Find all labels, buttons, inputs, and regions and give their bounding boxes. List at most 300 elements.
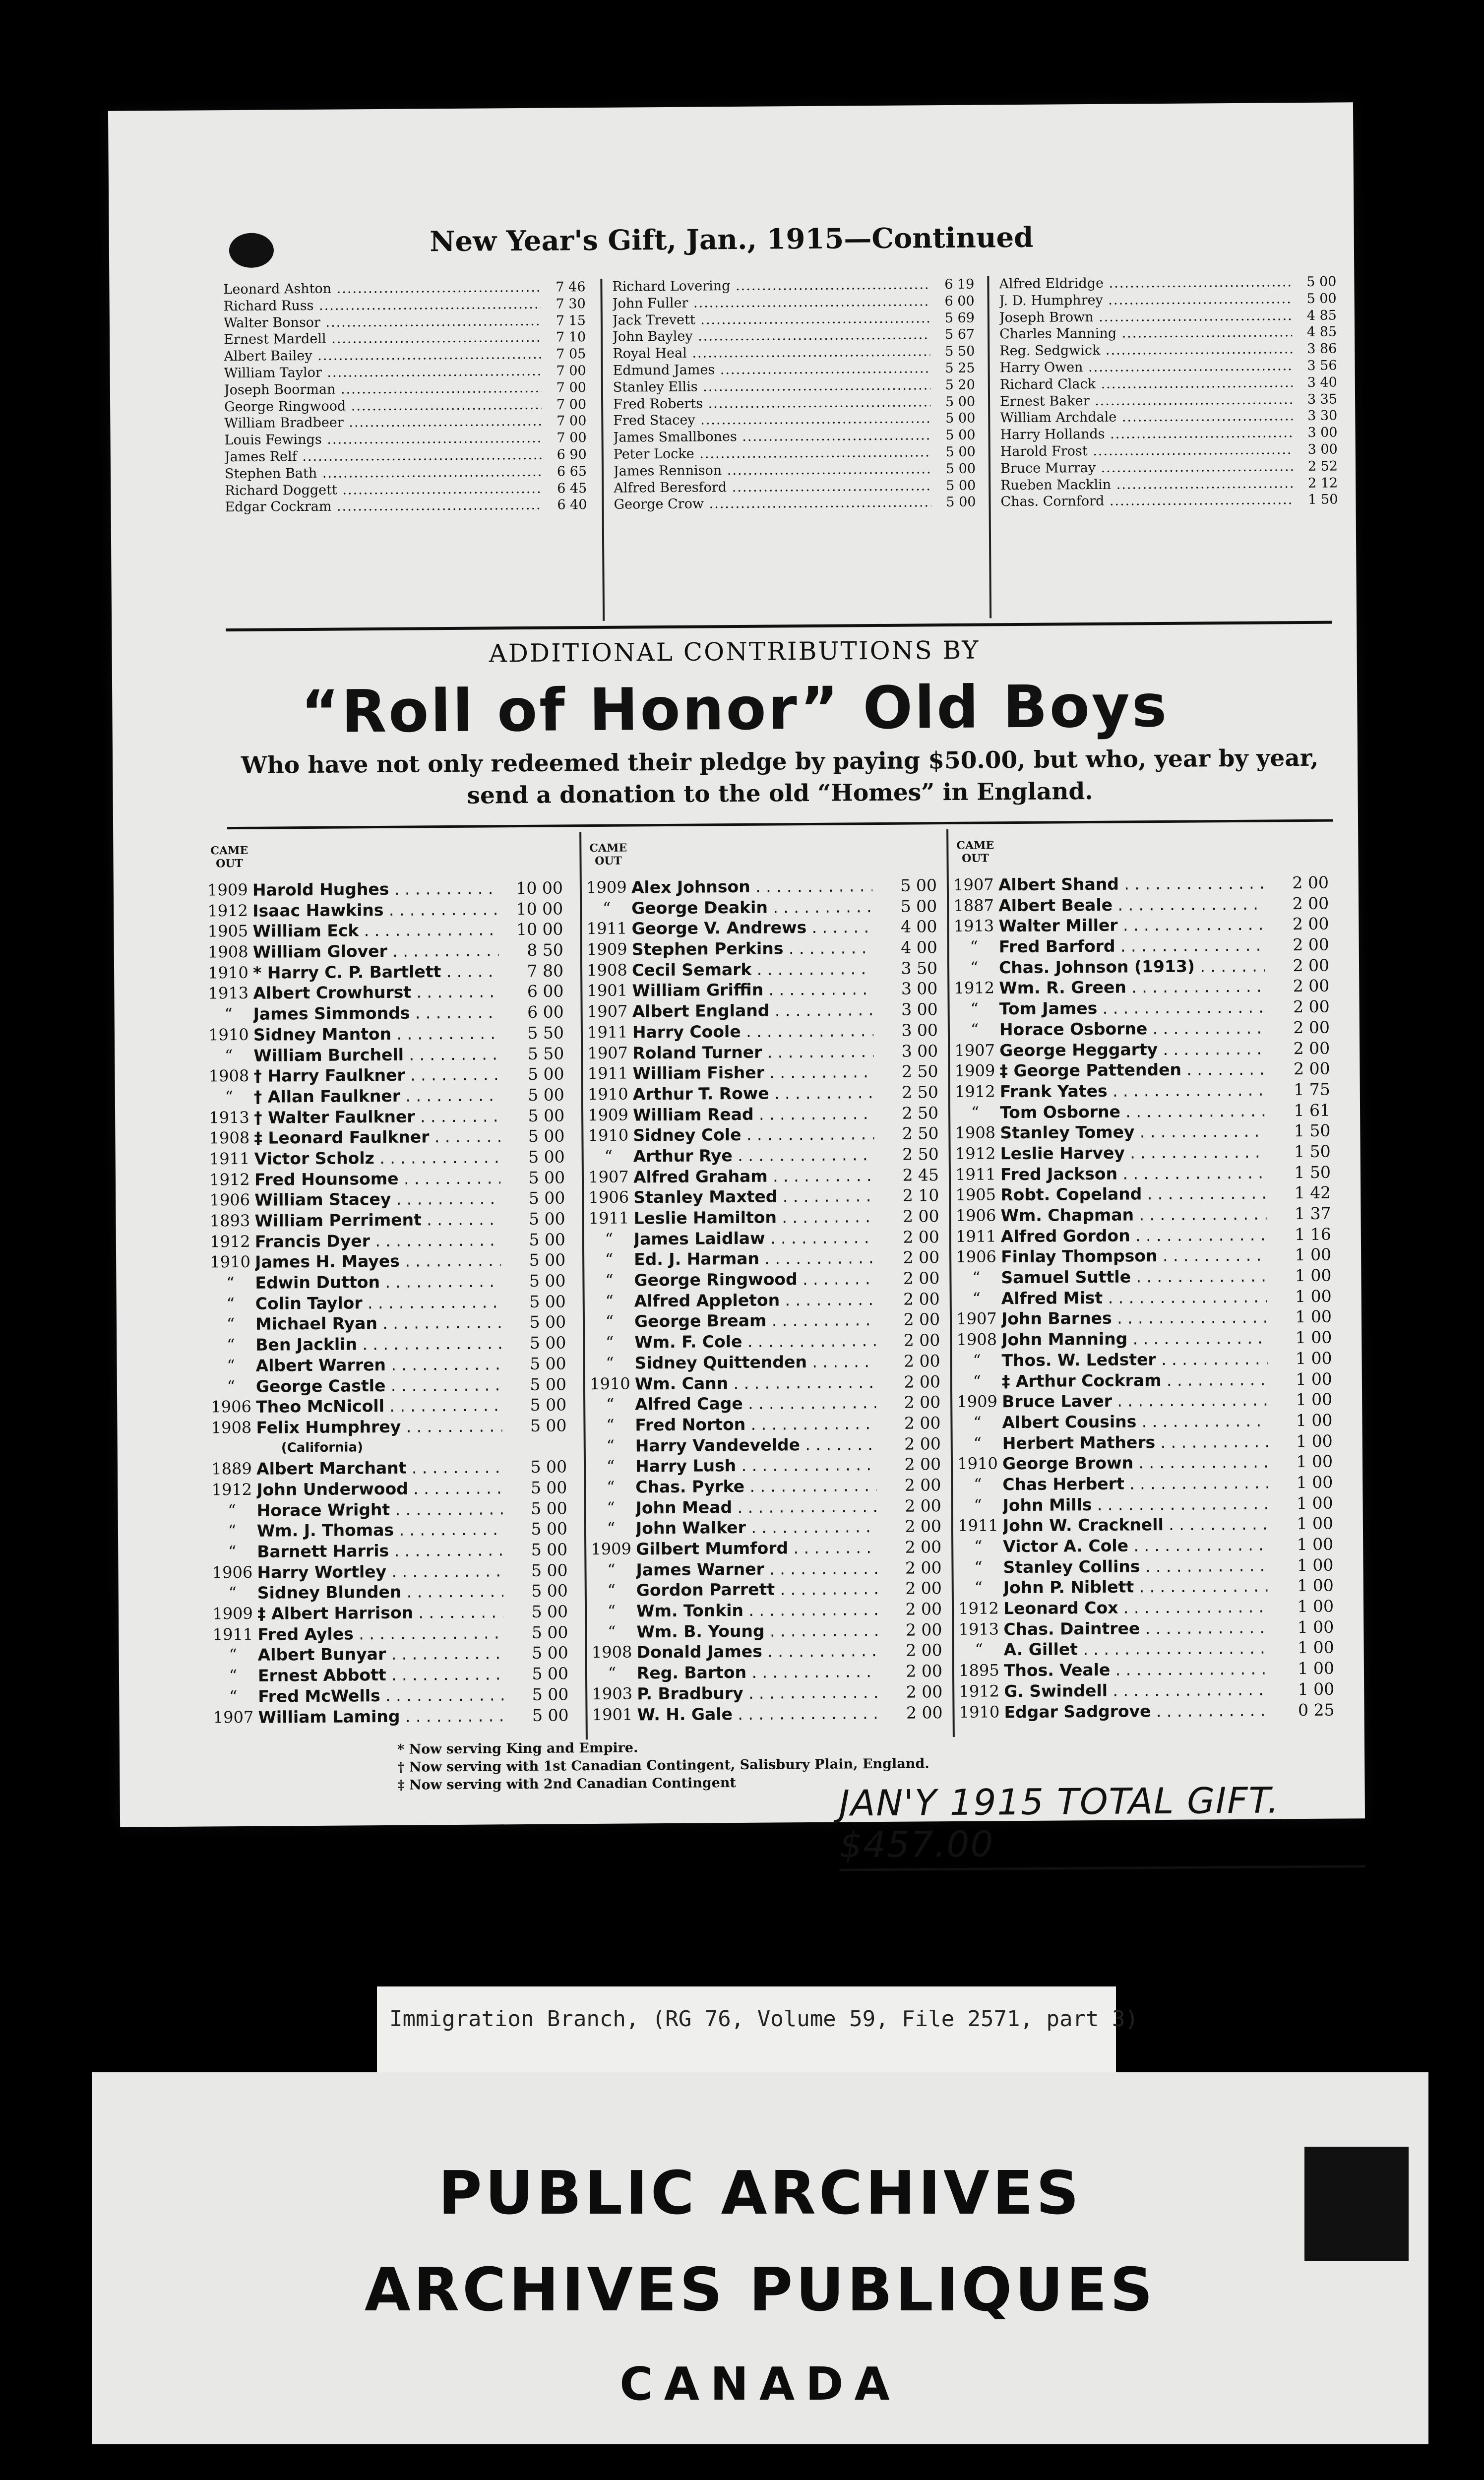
honor-row bbox=[207, 1457, 574, 1480]
came-out-year: “ bbox=[972, 1289, 981, 1308]
honor-row bbox=[205, 1270, 572, 1294]
came-out-year: 1909 bbox=[212, 1604, 253, 1623]
came-out-year: “ bbox=[970, 937, 979, 956]
donation-amount: 4 85 bbox=[1306, 308, 1337, 323]
honor-row bbox=[206, 1374, 573, 1397]
came-out-year: “ bbox=[605, 1250, 614, 1269]
honor-column bbox=[202, 832, 576, 1742]
came-out-year: “ bbox=[226, 1273, 235, 1293]
donor-name: Fred Roberts ..... bbox=[613, 394, 930, 413]
donation-amount: 5 00 bbox=[900, 896, 937, 916]
donation-amount: 5 00 bbox=[528, 1126, 565, 1146]
old-boy-name: Wm. Cann . . . bbox=[635, 1372, 876, 1394]
came-out-year: “ bbox=[229, 1645, 237, 1665]
donation-amount: 5 69 bbox=[944, 310, 975, 326]
honor-row bbox=[585, 1392, 947, 1415]
donation-amount: 1 00 bbox=[1297, 1534, 1334, 1554]
came-out-year: 1908 bbox=[956, 1330, 997, 1350]
came-out-year: 1911 bbox=[587, 1063, 628, 1083]
donation-amount: 2 00 bbox=[906, 1661, 943, 1681]
donation-amount: 2 00 bbox=[903, 1330, 940, 1350]
came-out-year: “ bbox=[228, 1500, 236, 1520]
honor-row bbox=[585, 1413, 947, 1436]
donation-amount: 3 56 bbox=[1307, 358, 1337, 373]
donation-amount: 2 00 bbox=[904, 1371, 941, 1392]
old-boy-name: Wm. Chapman . . . bbox=[1000, 1204, 1266, 1226]
came-out-year: 1910 bbox=[590, 1374, 630, 1393]
donation-amount: 8 50 bbox=[527, 940, 563, 960]
donation-amount: 1 00 bbox=[1298, 1658, 1335, 1678]
donation-amount: 5 00 bbox=[1306, 291, 1337, 307]
donation-amount: 1 00 bbox=[1296, 1493, 1333, 1513]
old-boy-name: Ernest Abbott . . . bbox=[258, 1664, 504, 1686]
donation-amount: 6 00 bbox=[527, 1002, 564, 1022]
came-out-year: “ bbox=[605, 1312, 614, 1331]
honor-row bbox=[204, 1022, 571, 1046]
old-boy-name: (California) bbox=[281, 1439, 364, 1455]
donation-amount: 7 46 bbox=[556, 279, 586, 295]
came-out-year: 1912 bbox=[954, 978, 995, 998]
donation-amount: 6 65 bbox=[556, 463, 587, 480]
honor-row bbox=[583, 1123, 945, 1146]
roll-of-honor-heading: “Roll of Honor” Old Boys bbox=[301, 671, 1169, 746]
old-boy-name: Albert Shand . . . bbox=[998, 873, 1264, 895]
old-boy-name: Chas Herbert . . . bbox=[1002, 1472, 1268, 1494]
honor-row bbox=[954, 1658, 1341, 1681]
donation-amount: 6 45 bbox=[557, 480, 587, 496]
old-boy-name: George V. Andrews . . . bbox=[631, 917, 872, 939]
came-out-year: “ bbox=[606, 1394, 615, 1414]
gift-row bbox=[225, 496, 592, 516]
donation-amount: 7 00 bbox=[556, 379, 586, 396]
honor-row bbox=[954, 1596, 1341, 1619]
donor-name: Alfred Eldridge ..... bbox=[999, 274, 1292, 293]
donation-amount: 2 00 bbox=[1292, 893, 1329, 913]
donation-amount: 6 90 bbox=[556, 447, 587, 463]
honor-row bbox=[950, 1100, 1337, 1123]
donation-amount: 1 00 bbox=[1295, 1245, 1332, 1265]
donor-name: James Smallbones ..... bbox=[613, 427, 930, 446]
old-boy-name: Tom Osborne . . . bbox=[1000, 1100, 1266, 1122]
old-boy-name: Stanley Tomey . . . bbox=[1000, 1121, 1266, 1143]
honor-row bbox=[949, 893, 1336, 916]
donor-name: Louis Fewings ..... bbox=[224, 430, 542, 449]
donation-amount: 5 00 bbox=[946, 478, 976, 494]
honor-row bbox=[204, 1064, 571, 1087]
donation-amount: 5 00 bbox=[945, 427, 976, 443]
came-out-year: 1910 bbox=[959, 1702, 1000, 1722]
came-out-year: 1906 bbox=[588, 1187, 629, 1207]
old-boy-name: George Deakin . . . bbox=[631, 896, 872, 919]
donation-amount: 5 00 bbox=[531, 1540, 568, 1559]
gift-row bbox=[225, 463, 592, 483]
old-boy-name: Stanley Collins . . . bbox=[1003, 1555, 1269, 1577]
gift-row bbox=[224, 413, 591, 432]
donation-amount: 5 00 bbox=[528, 1105, 565, 1125]
donation-amount: 2 00 bbox=[906, 1681, 943, 1702]
donation-amount: 1 00 bbox=[1298, 1638, 1334, 1658]
honor-row bbox=[204, 1043, 571, 1066]
stamp-line-canada: CANADA bbox=[619, 2357, 901, 2411]
gift-row bbox=[224, 363, 591, 382]
donation-amount: 2 50 bbox=[901, 1061, 938, 1081]
donation-amount: 1 00 bbox=[1297, 1617, 1334, 1637]
honor-row bbox=[950, 1079, 1337, 1102]
donor-name: Alfred Beresford ..... bbox=[614, 478, 931, 496]
gift-column bbox=[987, 273, 1344, 618]
came-out-year: 1907 bbox=[954, 1040, 995, 1060]
donation-amount: 5 00 bbox=[529, 1271, 566, 1291]
came-out-year: “ bbox=[607, 1498, 615, 1517]
donor-name: William Taylor ..... bbox=[224, 363, 542, 382]
donation-amount: 5 00 bbox=[528, 1209, 565, 1229]
donation-amount: 10 00 bbox=[516, 899, 563, 919]
old-boy-name: George Ringwood . . . bbox=[634, 1268, 875, 1291]
came-out-year: 1905 bbox=[207, 922, 248, 941]
old-boy-name: Samuel Suttle . . . bbox=[1001, 1266, 1267, 1288]
honor-row bbox=[207, 1498, 574, 1521]
donation-amount: 2 50 bbox=[902, 1103, 939, 1123]
came-out-year: “ bbox=[973, 1433, 982, 1453]
old-boy-name: John Manning . . . bbox=[1001, 1328, 1267, 1350]
donation-amount: 2 00 bbox=[1293, 1058, 1330, 1079]
donation-amount: 5 00 bbox=[531, 1622, 568, 1642]
came-out-year: 1909 bbox=[588, 1105, 628, 1124]
old-boy-name: Fred Norton . . . bbox=[635, 1413, 876, 1435]
donation-amount: 1 00 bbox=[1295, 1286, 1332, 1306]
donation-amount: 5 00 bbox=[530, 1457, 567, 1477]
donation-amount: 1 00 bbox=[1295, 1327, 1332, 1348]
honor-row bbox=[585, 1371, 947, 1395]
old-boy-name: William Glover . . . bbox=[253, 940, 499, 962]
old-boy-name: Alfred Appleton . . . bbox=[634, 1289, 875, 1311]
honor-row bbox=[585, 1289, 947, 1312]
donation-amount: 1 50 bbox=[1294, 1120, 1331, 1141]
came-out-year: “ bbox=[606, 1353, 614, 1372]
old-boy-name: A. Gillet . . . bbox=[1004, 1638, 1270, 1660]
old-boy-name: W. H. Gale . . . bbox=[637, 1703, 878, 1725]
honor-row bbox=[954, 1699, 1341, 1723]
gift-row bbox=[613, 343, 980, 363]
donation-amount: 2 00 bbox=[1293, 934, 1329, 955]
old-boy-name: Gilbert Mumford . . . bbox=[636, 1537, 877, 1559]
donation-amount: 5 00 bbox=[945, 394, 976, 410]
donation-amount: 4 00 bbox=[901, 937, 937, 957]
came-out-year: 1910 bbox=[957, 1454, 998, 1474]
donation-amount: 6 40 bbox=[557, 497, 587, 513]
gift-row bbox=[1000, 408, 1342, 427]
donation-amount: 1 00 bbox=[1296, 1410, 1333, 1430]
archive-reference: Immigration Branch, (RG 76, Volume 59, File 2571, part 3) bbox=[389, 2006, 1138, 2032]
old-boy-name: John P. Niblett . . . bbox=[1003, 1576, 1269, 1598]
honor-row bbox=[949, 976, 1336, 999]
honor-row bbox=[582, 979, 944, 1002]
honor-rows bbox=[203, 877, 576, 1728]
donation-amount: 2 50 bbox=[902, 1144, 939, 1164]
donation-amount: 3 00 bbox=[1307, 425, 1338, 441]
came-out-year: “ bbox=[607, 1560, 616, 1579]
old-boy-name: Horace Wright . . . bbox=[257, 1498, 503, 1521]
gift-row bbox=[223, 279, 590, 298]
old-boy-name: Sidney Blunden . . . bbox=[257, 1581, 503, 1604]
handwritten-total: JAN'Y 1915 TOTAL GIFT. $457.00 bbox=[839, 1779, 1365, 1871]
honor-row bbox=[584, 1247, 946, 1270]
honor-row bbox=[585, 1309, 947, 1332]
came-out-year: 1911 bbox=[955, 1227, 996, 1246]
honor-row bbox=[206, 1395, 573, 1418]
donation-amount: 2 00 bbox=[904, 1433, 941, 1454]
gift-row bbox=[999, 290, 1342, 310]
donor-name: Richard Clack ..... bbox=[1000, 374, 1293, 393]
gift-row bbox=[999, 357, 1342, 376]
old-boy-name: Alfred Graham . . . bbox=[633, 1165, 874, 1187]
honor-row bbox=[204, 1126, 571, 1149]
came-out-year: “ bbox=[605, 1332, 614, 1352]
old-boy-name: Edwin Dutton . . . bbox=[255, 1271, 501, 1293]
came-out-year: “ bbox=[973, 1413, 982, 1432]
old-boy-name: Bruce Laver . . . bbox=[1002, 1390, 1268, 1412]
honor-row bbox=[584, 1268, 946, 1291]
old-boy-name: John W. Cracknell . . . bbox=[1003, 1514, 1269, 1536]
donation-amount: 6 00 bbox=[527, 981, 564, 1001]
donation-amount: 5 00 bbox=[530, 1395, 567, 1415]
donation-amount: 4 00 bbox=[900, 917, 937, 937]
old-boy-name: Leslie Harvey . . . bbox=[1000, 1141, 1266, 1164]
donor-name: Edgar Cockram ..... bbox=[225, 497, 542, 516]
donation-amount: 2 00 bbox=[906, 1702, 943, 1723]
gift-row bbox=[224, 430, 591, 449]
old-boy-name: Alex Johnson . . . bbox=[631, 875, 872, 898]
honor-row bbox=[954, 1616, 1341, 1640]
donation-amount: 1 00 bbox=[1297, 1555, 1334, 1575]
came-out-year: 1895 bbox=[959, 1661, 999, 1680]
came-out-year: 1910 bbox=[210, 1252, 251, 1272]
honor-row bbox=[208, 1663, 575, 1686]
donation-amount: 2 00 bbox=[903, 1268, 940, 1288]
old-boy-name: Arthur T. Rowe . . . bbox=[633, 1082, 874, 1105]
came-out-year: “ bbox=[974, 1557, 983, 1577]
old-boy-name: Albert Marchant . . . bbox=[256, 1457, 502, 1480]
honor-row bbox=[204, 1105, 571, 1128]
came-out-year: 1906 bbox=[956, 1247, 996, 1267]
honor-row bbox=[586, 1537, 948, 1560]
honor-row bbox=[951, 1162, 1338, 1185]
donation-amount: 1 50 bbox=[1294, 1141, 1331, 1162]
old-boy-name: Harry Lush . . . bbox=[635, 1454, 876, 1477]
donation-amount: 7 10 bbox=[556, 329, 586, 345]
old-boy-name: Felix Humphrey . . . bbox=[256, 1416, 502, 1438]
old-boy-name: James H. Mayes . . . bbox=[255, 1250, 501, 1273]
donation-amount: 2 00 bbox=[905, 1537, 942, 1557]
donation-amount: 2 00 bbox=[904, 1413, 941, 1433]
old-boy-name: John Underwood . . . bbox=[256, 1478, 502, 1500]
honor-row bbox=[205, 1188, 572, 1211]
came-out-year: 1907 bbox=[587, 1043, 628, 1062]
old-boy-name: Tom James . . . bbox=[999, 997, 1265, 1019]
old-boy-name: Alfred Mist . . . bbox=[1001, 1286, 1267, 1308]
old-boy-name: Albert Bunyar . . . bbox=[258, 1643, 504, 1666]
came-out-year: “ bbox=[608, 1663, 617, 1682]
donation-amount: 2 45 bbox=[902, 1165, 939, 1185]
honor-row bbox=[584, 1206, 946, 1229]
honor-row bbox=[586, 1495, 948, 1519]
honor-row bbox=[206, 1353, 573, 1376]
donor-name: Fred Stacey ..... bbox=[613, 411, 930, 430]
gift-row bbox=[224, 346, 591, 365]
donation-amount: 1 16 bbox=[1295, 1224, 1331, 1244]
donation-amount: 2 00 bbox=[904, 1392, 941, 1412]
honor-row bbox=[586, 1516, 948, 1539]
came-out-year: 1912 bbox=[958, 1599, 999, 1618]
came-out-year: 1907 bbox=[213, 1707, 254, 1727]
came-out-year: 1912 bbox=[211, 1480, 252, 1499]
honor-row bbox=[583, 1082, 945, 1105]
gift-row bbox=[614, 460, 981, 480]
donor-name: William Archdale ..... bbox=[1000, 408, 1293, 427]
came-out-year: “ bbox=[973, 1371, 982, 1391]
donation-amount: 5 00 bbox=[529, 1292, 566, 1311]
old-boy-name: Harry Wortley . . . bbox=[257, 1560, 503, 1583]
donation-amount: 5 00 bbox=[945, 444, 976, 460]
honor-row bbox=[952, 1327, 1339, 1351]
came-out-year: 1909 bbox=[586, 877, 627, 897]
old-boy-name: Albert Warren . . . bbox=[255, 1354, 501, 1376]
came-out-year: “ bbox=[607, 1519, 616, 1538]
old-boy-name: Sidney Cole . . . bbox=[633, 1123, 874, 1146]
donation-amount: 5 00 bbox=[945, 461, 976, 477]
old-boy-name: Arthur Rye . . . bbox=[633, 1144, 874, 1167]
donation-amount: 3 00 bbox=[1307, 441, 1338, 457]
came-out-year: 1889 bbox=[211, 1459, 252, 1479]
donor-name: Charles Manning ..... bbox=[999, 324, 1292, 343]
donation-amount: 1 00 bbox=[1296, 1451, 1333, 1472]
gift-row bbox=[613, 293, 980, 312]
donor-name: William Bradbeer ..... bbox=[224, 413, 542, 432]
came-out-year: “ bbox=[607, 1601, 616, 1620]
old-boy-name: William Burchell . . . bbox=[253, 1044, 499, 1066]
donor-name: Richard Doggett ..... bbox=[225, 480, 542, 499]
old-boy-name: Chas. Daintree . . . bbox=[1003, 1617, 1269, 1639]
came-out-year: 1893 bbox=[209, 1211, 250, 1231]
came-out-year: 1910 bbox=[588, 1125, 629, 1145]
gift-row bbox=[612, 276, 979, 296]
old-boy-name: William Fisher . . . bbox=[632, 1061, 873, 1084]
gift-row bbox=[1000, 492, 1343, 511]
honor-row bbox=[949, 996, 1336, 1020]
came-out-year: “ bbox=[226, 1294, 235, 1313]
honor-row bbox=[953, 1534, 1340, 1557]
donation-amount: 2 00 bbox=[1292, 872, 1329, 893]
honor-row bbox=[206, 1332, 573, 1356]
old-boy-name: G. Swindell . . . bbox=[1004, 1679, 1270, 1701]
came-out-year: “ bbox=[974, 1537, 983, 1556]
came-out-year: “ bbox=[971, 1103, 980, 1122]
donation-amount: 5 00 bbox=[531, 1519, 568, 1539]
honor-row bbox=[587, 1578, 949, 1601]
honor-row bbox=[208, 1581, 575, 1604]
old-boy-name: Isaac Hawkins . . . bbox=[252, 899, 498, 921]
old-boy-name: William Perriment . . . bbox=[254, 1209, 500, 1231]
came-out-year: 1908 bbox=[211, 1418, 252, 1437]
honor-row bbox=[583, 1041, 945, 1064]
came-out-year: 1913 bbox=[208, 984, 249, 1003]
donation-amount: 5 00 bbox=[945, 410, 976, 427]
honor-row bbox=[952, 1368, 1339, 1392]
footnote: ‡ Now serving with 2nd Canadian Contingent bbox=[397, 1775, 737, 1793]
donation-amount: 2 00 bbox=[1293, 1038, 1330, 1058]
came-out-year: “ bbox=[228, 1542, 237, 1561]
came-out-year: “ bbox=[226, 1314, 235, 1334]
came-out-year: “ bbox=[606, 1415, 615, 1434]
gift-row bbox=[613, 326, 980, 346]
gift-column bbox=[223, 279, 593, 623]
honor-row bbox=[204, 1001, 571, 1025]
honor-row bbox=[949, 914, 1336, 937]
honor-row bbox=[587, 1681, 949, 1705]
gift-row bbox=[613, 310, 980, 329]
old-boy-name: † Walter Faulkner . . . bbox=[254, 1106, 500, 1128]
old-boy-name: Gordon Parrett . . . bbox=[636, 1578, 877, 1601]
honor-row bbox=[951, 1244, 1338, 1268]
donor-name: Joseph Boorman ..... bbox=[224, 379, 542, 398]
donation-amount: 2 00 bbox=[904, 1454, 941, 1474]
donation-amount: 1 00 bbox=[1296, 1389, 1333, 1410]
gift-row bbox=[1000, 458, 1343, 477]
came-out-year: 1909 bbox=[954, 1061, 995, 1081]
donation-amount: 2 00 bbox=[904, 1475, 941, 1495]
came-out-year: “ bbox=[602, 898, 611, 918]
donation-amount: 7 00 bbox=[556, 363, 586, 379]
donation-amount: 0 25 bbox=[1298, 1700, 1335, 1720]
came-out-year: 1909 bbox=[957, 1392, 998, 1412]
old-boy-name: Albert Crowhurst . . . bbox=[253, 982, 499, 1004]
donor-name: Harold Frost ..... bbox=[1000, 441, 1293, 460]
honor-row bbox=[207, 1477, 574, 1500]
honor-row bbox=[583, 999, 945, 1022]
came-out-year: 1909 bbox=[586, 939, 627, 959]
came-out-year: “ bbox=[228, 1583, 237, 1603]
donation-amount: 5 00 bbox=[531, 1602, 568, 1621]
honor-row bbox=[954, 1637, 1341, 1661]
donation-amount: 5 50 bbox=[527, 1023, 564, 1043]
donation-amount: 5 00 bbox=[528, 1168, 565, 1187]
came-out-year: 1912 bbox=[955, 1144, 996, 1163]
honor-row bbox=[951, 1224, 1338, 1247]
honor-row bbox=[586, 1475, 948, 1498]
old-boy-name: Roland Turner . . . bbox=[632, 1041, 873, 1063]
came-out-year: 1910 bbox=[587, 1084, 628, 1104]
gift-row bbox=[613, 427, 980, 446]
donation-amount: 7 00 bbox=[556, 430, 587, 446]
old-boy-name: Donald James . . . bbox=[637, 1640, 878, 1663]
donation-amount: 5 67 bbox=[944, 327, 975, 343]
donation-amount: 4 85 bbox=[1306, 324, 1337, 340]
came-out-year: “ bbox=[606, 1436, 615, 1455]
old-boy-name: Fred Barford . . . bbox=[999, 935, 1265, 957]
came-out-year: 1906 bbox=[212, 1562, 253, 1582]
donation-amount: 2 00 bbox=[1293, 955, 1330, 975]
came-out-year: “ bbox=[974, 1475, 982, 1494]
honor-rows bbox=[582, 875, 950, 1725]
came-out-year bbox=[207, 1438, 256, 1459]
old-boy-name: George Heggarty . . . bbox=[999, 1038, 1265, 1060]
donation-amount: 2 00 bbox=[905, 1516, 942, 1536]
honor-row bbox=[952, 1286, 1339, 1309]
honor-row bbox=[207, 1539, 574, 1562]
honor-row bbox=[582, 875, 944, 898]
old-boy-name: Fred Hounsome . . . bbox=[254, 1168, 500, 1190]
donation-amount: 5 00 bbox=[527, 1064, 564, 1084]
